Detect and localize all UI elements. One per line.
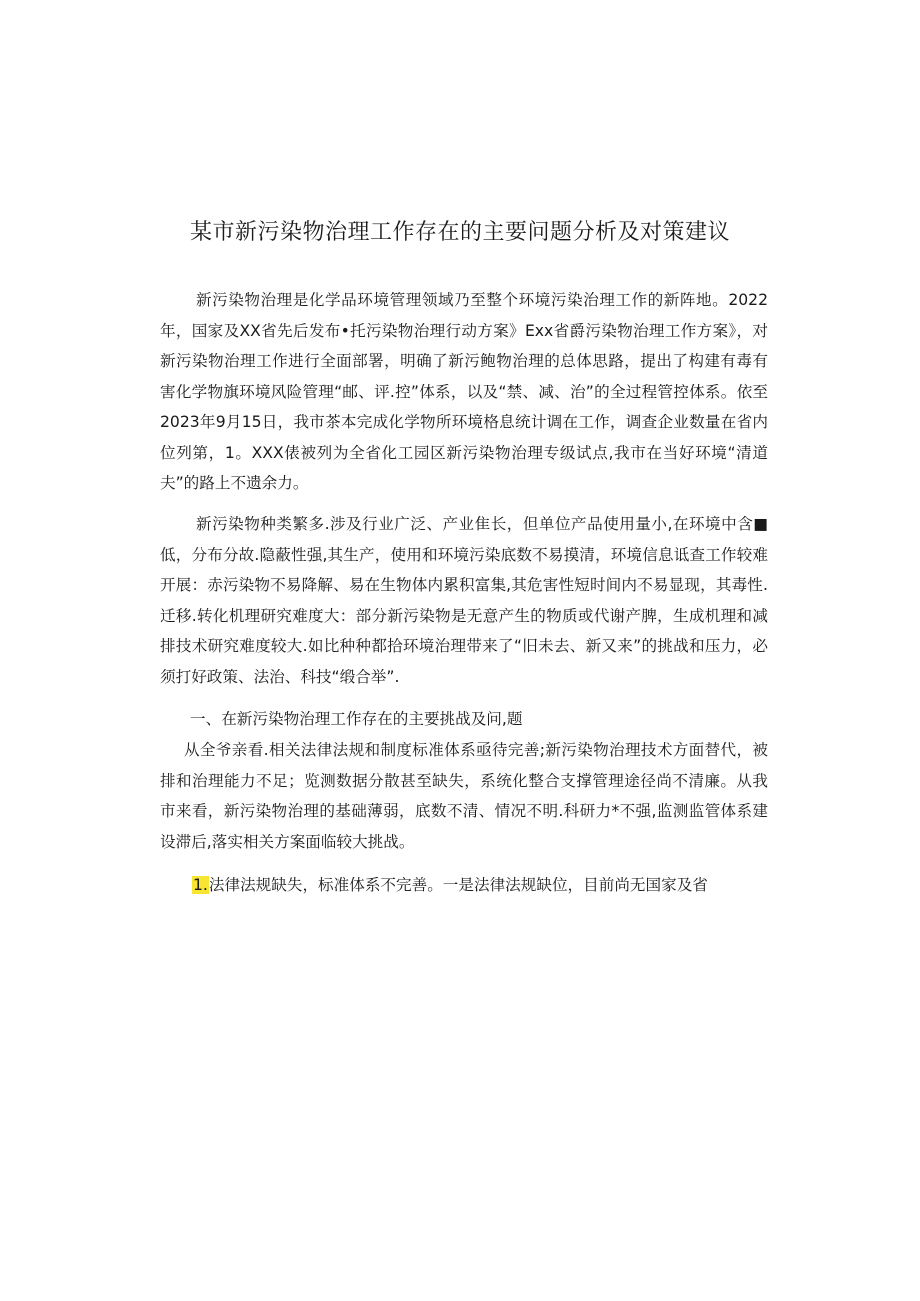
section-heading-challenges: 一、在新污染物治理工作存在的主要挑战及问,题: [190, 710, 523, 728]
paragraph-legal-issues: [160, 870, 768, 901]
paragraph-characteristics: 新污染物种类繁多.涉及行业广泛、产业隹长，但单位产品使用量小,在环境中含■低，分布分故.隐蔽性强,其生产，使用和环境污染底数不易摸清，环境信息诋查工作较难开展：赤污染物不易降解、易在生物体内累积富集,其危害性短时间内不易显现，其毒性.迁移.转化机理研究难度大：部分新污染物是无意产生的物质或代谢产脾，生成机理和减排技术研究难度较大.如比种种都拾环境治理带来了“旧未去、新又来”的挑战和压力，必须打好政策、法治、科技“缎合举”.: [160, 515, 768, 686]
paragraph-legal-issues-text: 法律法规缺失，标准体系不完善。一是法律法规缺位，目前尚无国家及省: [208, 876, 708, 894]
document-title: 某市新污染物治理工作存在的主要问题分析及对策建议: [189, 220, 730, 245]
list-number-highlight: 1.: [193, 876, 208, 894]
paragraph-overview: 从全爷亲看.相关法律法规和制度标准体系亟待完善;新污染物治理技术方面替代，被排和治理能力不足；览测数据分散甚至缺失，系统化整合支撑管理途径尚不清廉。从我市来看，新污染物治理的基础薄弱，底数不清、情况不明.科研力*不强,监测监管体系建设滞后,落实相关方案面临较大挑战。: [160, 741, 768, 851]
paragraph-intro: 新污染物治理是化学品环境管理领域乃至整个环境污染治理工作的新阵地。2022年，国家及XX省先后发布•托污染物治理行动方案》Exx省爵污染物治理工作方案》，对新污染物治理工作进行全面部署，明确了新污鲍物治理的总体思路，提出了构建有毒有害化学物旗环境风险管理“邮、评.控”体系，以及“禁、减、治”的全过程管控体系。依至2023年9月15日，我市茶本完成化学物所环境格息统计调在工作，调查企业数量在省内位列第，1。XXX俵被列为全省化工园区新污染物治理专级试点,我市在当好环境“清道夫”的路上不遗余力。: [160, 291, 768, 492]
